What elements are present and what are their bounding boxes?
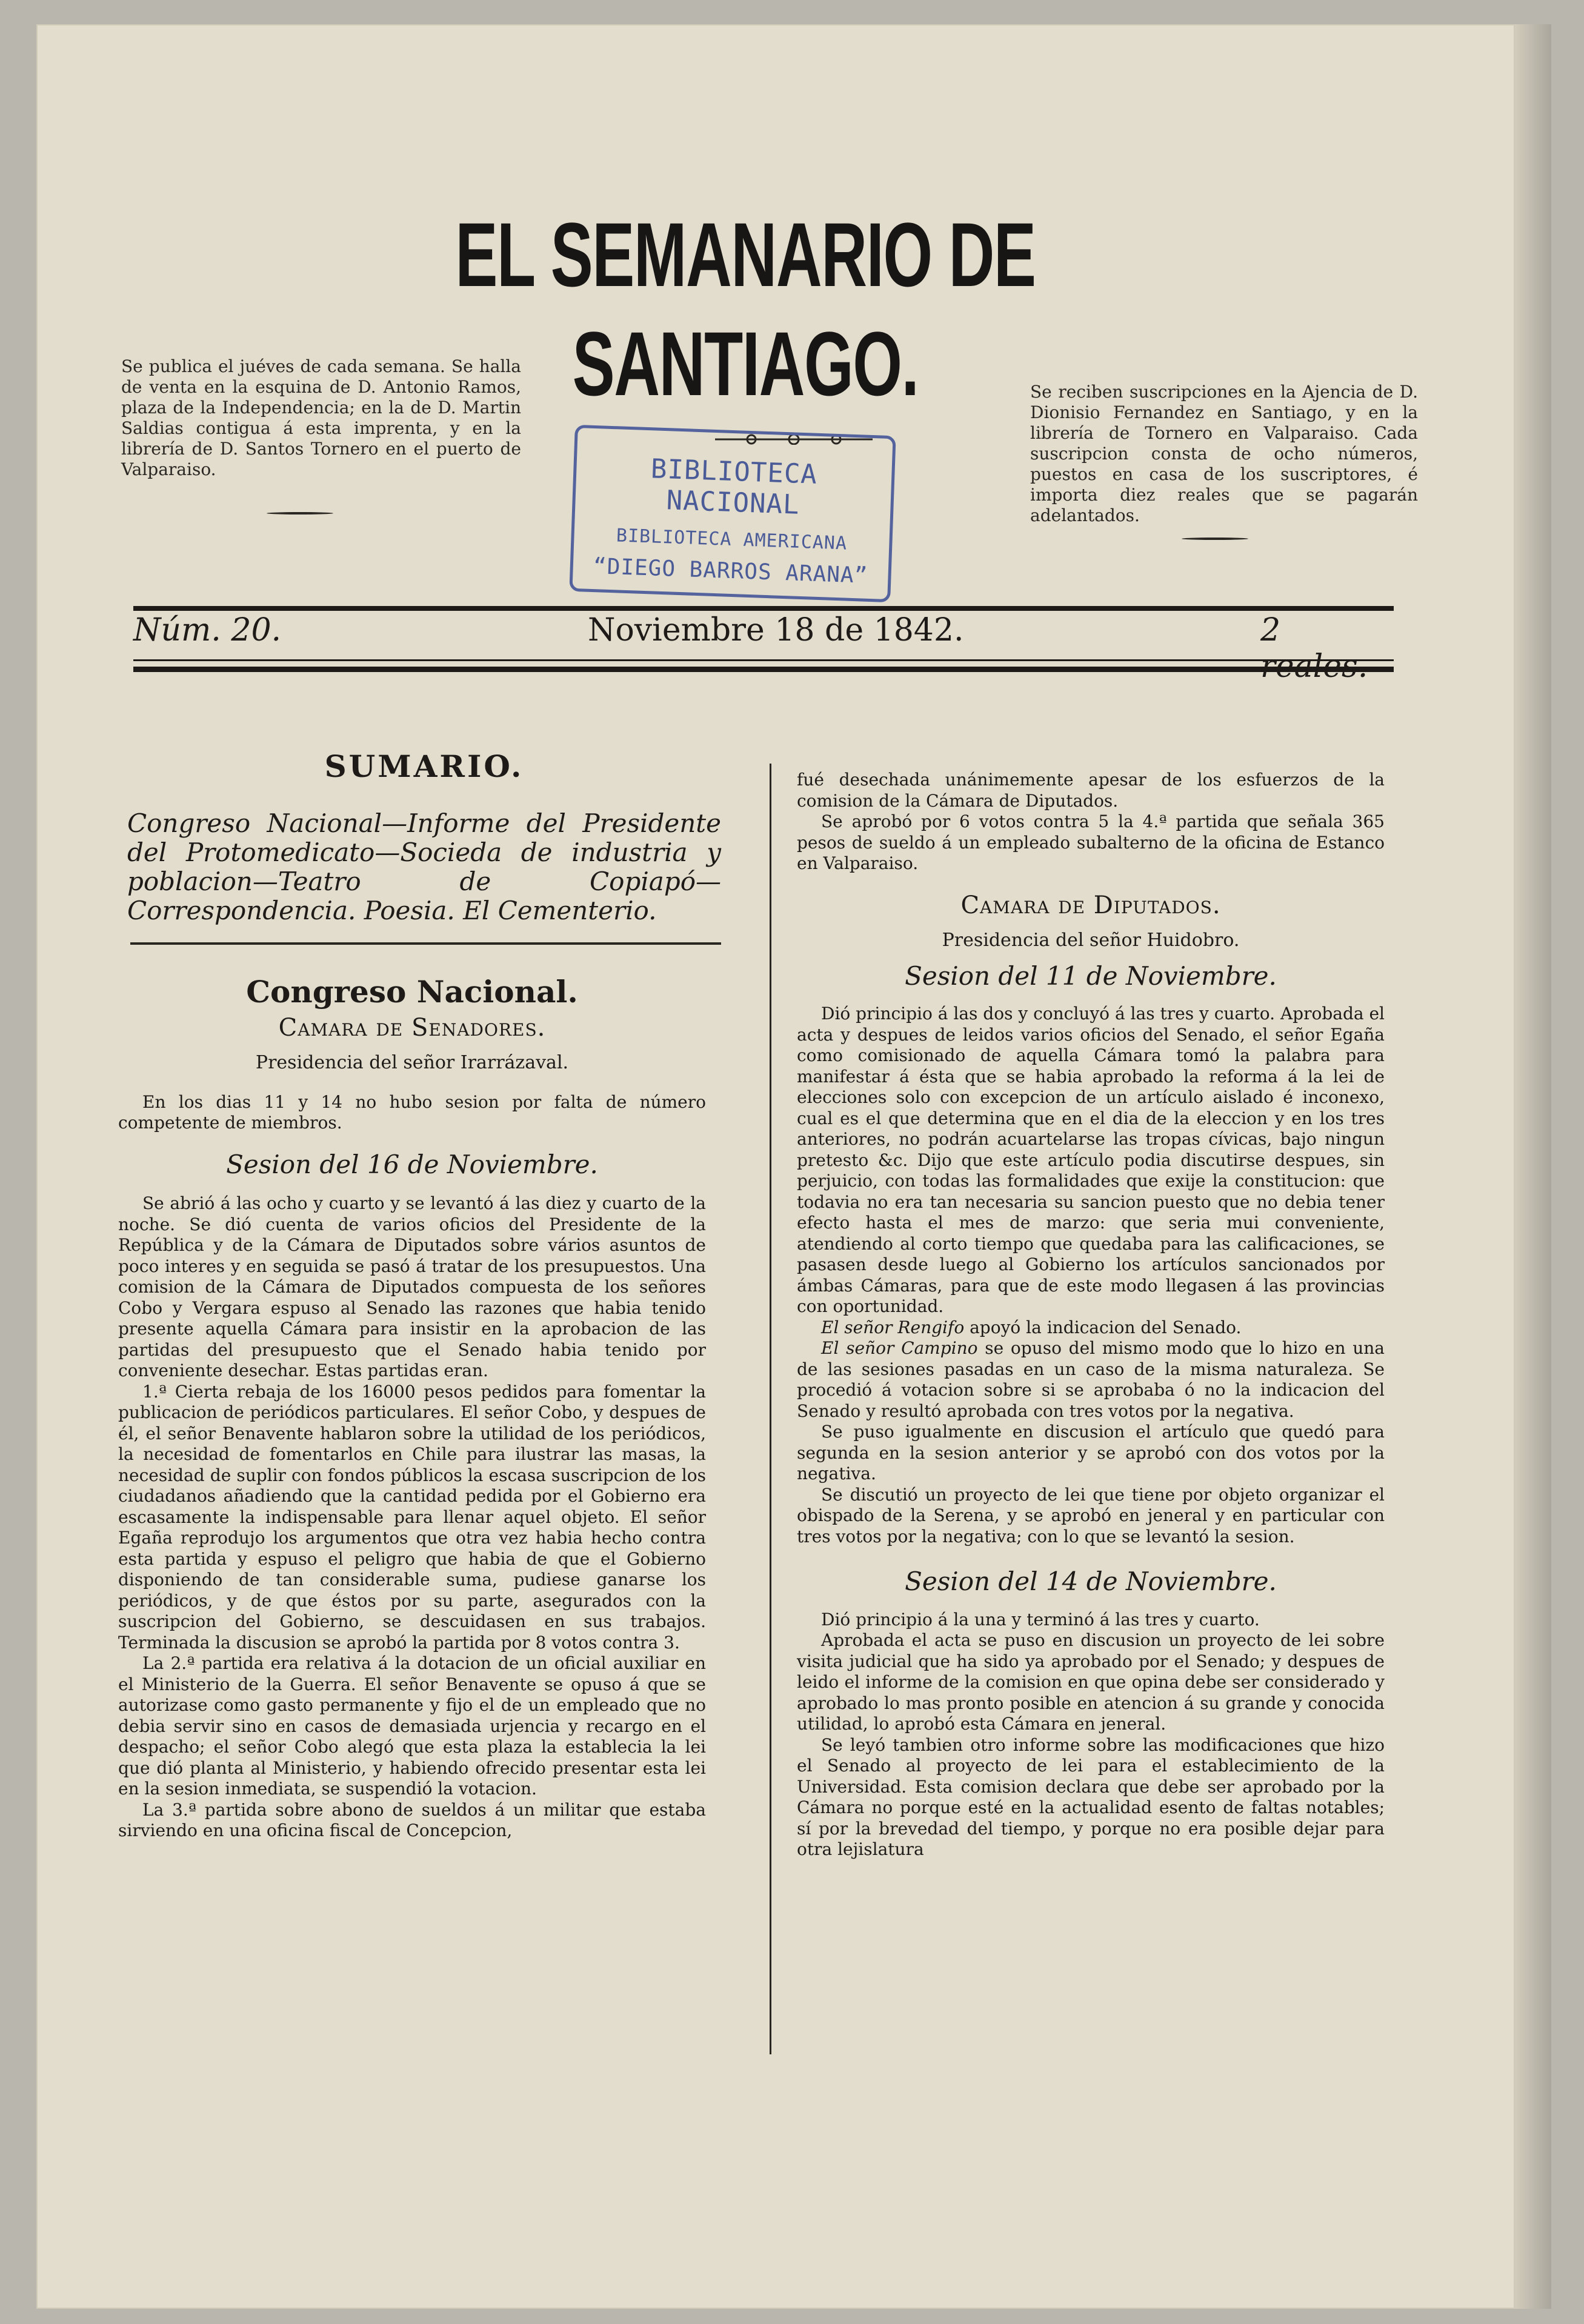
- deputies-session-1-title: Sesion del 11 de Noviembre.: [905, 961, 1277, 991]
- publication-info-left: Se publica el juéves de cada semana. Se halla de venta en la esquina de D. Antonio Ramos, plaza de la Independencia; en la de D. Martin Saldias contigua á esta imprenta, y en la librería de D. Santos Tornero en el puerto de Valparaiso.: [121, 356, 521, 479]
- sumario-text: Congreso Nacional—Informe del Presidente del Protomedicato—Socieda de industria y poblacion—Teatro de Copiapó—Correspondencia. Poesia. El Cementerio.: [127, 808, 721, 925]
- stamp-line-3: “DIEGO BARROS ARANA”: [593, 554, 868, 588]
- deputies-s2-paragraph-1: Dió principio á la una y terminó á las tres y cuarto.: [821, 1609, 1260, 1630]
- issue-price: 2: [1260, 612, 1281, 648]
- senate-presidency: Presidencia del señor Irarrázaval.: [255, 1052, 569, 1073]
- senate-intro: En los dias 11 y 14 no hubo sesion por falta de número competente de miembros.: [118, 1091, 706, 1133]
- senate-paragraph-1: Se abrió á las ocho y cuarto y se levantó á las diez y cuarto de la noche. Se dió cuenta de varios oficios del Presidente de la República y de la Cámara de Diputados sobre vários asuntos de poco interes y en seguida se pasó á tratar de los presupuestos. Una comision de la Cámara de Diputados compuesta de los señores Cobo y Vergara espuso al Senado las razones que habia tenido presente aquella Cámara para insistir en la aprobacion de las partidas del presupuesto que el Senado habia tenido por conveniente desechar. Estas partidas eran.: [118, 1193, 706, 1380]
- subscription-info-right: Se reciben suscripciones en la Ajencia de D. Dionisio Fernandez en Santiago, y en la librería de Tornero en Valparaiso. Cada suscripcion consta de ocho números, puestos en casa de los suscriptores, é importa diez reales que se pagarán adelantados.: [1030, 382, 1418, 525]
- senate-session-title: Sesion del 16 de Noviembre.: [226, 1149, 598, 1179]
- issue-date: Noviembre 18 de 1842.: [588, 612, 964, 648]
- speaker-campino-text: se opuso del mismo modo que lo hizo en una de las sesiones pasadas en un caso de la misma naturaleza. Se procedió á votacion sobre si se aprobaba ó no la indicacion del Senado y resultó aprobada con tres votos por la negativa.: [797, 1338, 1385, 1421]
- senate-paragraph-3: La 2.ª partida era relativa á la dotacion de un oficial auxiliar en el Ministerio de la Guerra. El señor Benavente se opuso á que se autorizase como gasto permanente y fijo el de un empleado que no debia servir sino en casos de demasiada urjencia y recargo en el despacho; el señor Cobo alegó que esta plaza la establecia la lei que dió planta al Ministerio, y habiendo ofrecido presentar esta lei en la sesion inmediata, se suspendió la votacion.: [118, 1653, 706, 1799]
- issue-meta: [133, 612, 1394, 654]
- right-column: [797, 770, 1385, 1860]
- sumario-rule: [130, 942, 721, 945]
- stamp-line-1: BIBLIOTECA NACIONAL: [650, 453, 818, 521]
- issue-rule-bottom-2: [133, 667, 1394, 672]
- issue-rule-bottom-1: [133, 659, 1394, 661]
- speaker-campino: El señor Campino: [821, 1338, 978, 1358]
- masthead-title: EL SEMANARIO DE SANTIAGO.: [455, 204, 1036, 415]
- deputies-s1-paragraph-3: [797, 1338, 1385, 1422]
- congreso-heading: Congreso Nacional.: [246, 974, 578, 1010]
- deputies-s2-paragraph-2: Aprobada el acta se puso en discusion un proyecto de lei sobre visita judicial que ha sido ya aprobado por el Senado; y despues de leido el informe de la comision en que opina debe ser considerado y aprobado lo mas pronto posible en atencion á su grande y conocida utilidad, lo aprobó esta Cámara en jeneral.: [797, 1630, 1385, 1734]
- page-edge: [1515, 24, 1551, 2309]
- deputies-s1-paragraph-4: Se puso igualmente en discusion el artículo que quedó para segunda en la sesion anterior y se aprobó con dos votos por la negativa.: [797, 1422, 1385, 1483]
- deputies-s2-paragraph-3: Se leyó tambien otro informe sobre las modificaciones que hizo el Senado al proyecto de lei para el establecimiento de la Universidad. Esta comision declara que debe ser aprobado por la Cámara no porque esté en la actualidad esento de faltas notables; sí por la brevedad del tiempo, y porque no era posible dejar para otra lejislatura: [797, 1734, 1385, 1859]
- column-divider: [770, 764, 771, 2054]
- library-stamp: [569, 425, 896, 602]
- senate-paragraph-2: 1.ª Cierta rebaja de los 16000 pesos pedidos para fomentar la publicacion de periódicos particulares. El señor Cobo, y despues de él, el señor Benavente hablaron sobre la utilidad de los periódicos, la necesidad de fomentarlos en Chile para ilustrar las masas, la necesidad de suplir con fondos públicos la escasa suscripcion de los ciudadanos añadiendo que la cantidad pedida por el Gobierno era escasamente la indispensable para llenar aquel objeto. El señor Egaña reprodujo los argumentos que otra vez habia hecho contra esta partida y espuso el peligro que habia de que el Gobierno disponiendo de tan considerable suma, pudiese ganarse los periódicos, y de que éstos por su parte, asegurados con la suscripcion del Gobierno, se descuidasen en sus trabajos. Terminada la discusion se aprobó la partida por 8 votos contra 3.: [118, 1381, 706, 1653]
- ornament-left: [267, 512, 333, 514]
- deputies-heading: Camara de Diputados.: [960, 891, 1221, 919]
- ornament-right: [1182, 538, 1248, 540]
- continuation-paragraph: fué desechada unánimemente apesar de los esfuerzos de la comision de la Cámara de Diputados.: [797, 770, 1385, 811]
- deputies-s1-paragraph-2: [797, 1317, 1385, 1339]
- sumario-heading: SUMARIO.: [324, 748, 524, 784]
- issue-number: Núm. 20.: [133, 612, 282, 648]
- senate-heading: Camara de Senadores.: [278, 1013, 546, 1042]
- deputies-presidency: Presidencia del señor Huidobro.: [942, 930, 1240, 951]
- left-column: [118, 974, 706, 1842]
- senate-paragraph-4: La 3.ª partida sobre abono de sueldos á un militar que estaba sirviendo en una oficina fiscal de Concepcion,: [118, 1799, 706, 1840]
- issue-rule-top: [133, 606, 1394, 611]
- deputies-s1-paragraph-5: Se discutió un proyecto de lei que tiene por objeto organizar el obispado de la Serena, y se aprobó en jeneral y en particular con tres votos por la negativa; con lo que se levantó la sesion.: [797, 1484, 1385, 1547]
- speaker-rengifo-text: apoyó la indicacion del Senado.: [964, 1317, 1242, 1337]
- deputies-session-2-title: Sesion del 14 de Noviembre.: [905, 1567, 1277, 1596]
- continuation-paragraph-2: Se aprobó por 6 votos contra 5 la 4.ª partida que señala 365 pesos de sueldo á un empleado subalterno de la oficina de Estanco en Valparaiso.: [797, 811, 1385, 873]
- speaker-rengifo: El señor Rengifo: [821, 1317, 965, 1337]
- stamp-line-2: BIBLIOTECA AMERICANA: [616, 525, 848, 554]
- deputies-s1-paragraph-1: Dió principio á las dos y concluyó á las tres y cuarto. Aprobada el acta y despues de leidos varios oficios del Senado, el señor Egaña como comisionado de aquella Cámara tomó la palabra para manifestar á ésta que se habia aprobado la reforma á la lei de elecciones solo con excepcion de un artículo aislado é inconexo, cual es el que determina que en el dia de la eleccion y en los tres anteriores, no podrán acuartelarse las tropas cívicas, bajo ningun pretesto &c. Dijo que este artículo podia discutirse despues, sin perjuicio, con todas las formalidades que exije la constitucion: que todavia no era tan necesaria su sancion puesto que no debia tener efecto hasta el mes de marzo: que seria mui conveniente, atendiendo al corto tiempo que quedaba para las calificaciones, se pasasen desde luego al Gobierno los artículos sancionados por ámbas Cámaras, para que de este modo llegasen á las provincias con oportunidad.: [797, 1004, 1385, 1316]
